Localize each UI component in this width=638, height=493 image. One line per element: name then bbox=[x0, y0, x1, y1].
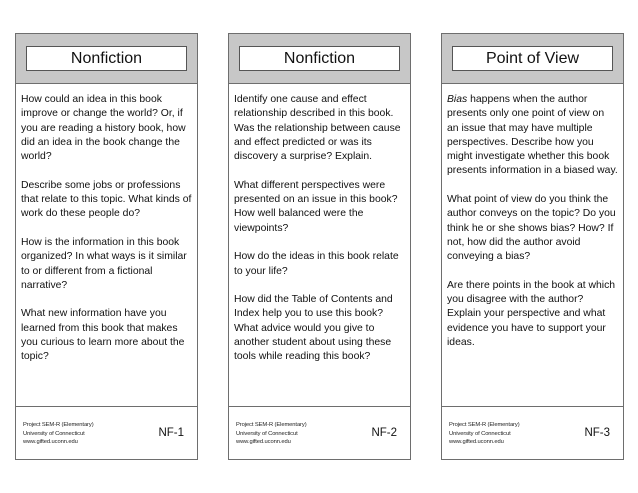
card-header bbox=[442, 34, 623, 84]
credit-line: University of Connecticut bbox=[449, 430, 511, 437]
credit-line: Project SEM-R (Elementary) bbox=[23, 422, 94, 429]
card-title: Nonfiction bbox=[239, 46, 400, 71]
credits bbox=[449, 421, 520, 446]
paragraph-text: happens when the author presents only one point of view on an issue that may have multiple perspectives. Describe how you might investigate whether this book presents information in a biased way. bbox=[447, 94, 618, 177]
question-paragraph: What different perspectives were presented on an issue in this book? How well balanced were the viewpoints? bbox=[234, 179, 398, 234]
card-body bbox=[229, 84, 410, 407]
question-paragraph: Identify one cause and effect relationship described in this book. Was the relationship between cause and effect predicted or was its discovery a surprise? Explain. bbox=[234, 94, 401, 163]
card-title: Point of View bbox=[452, 46, 613, 71]
card-footer bbox=[229, 407, 410, 459]
question-paragraph: Describe some jobs or professions that relate to this topic. What kinds of work do these people do? bbox=[21, 179, 192, 220]
question-paragraph: How did the Table of Contents and Index help you to use this book? What advice would you give to another student about using these tools while reading this book? bbox=[234, 294, 393, 363]
credits bbox=[236, 421, 307, 446]
card-header bbox=[229, 34, 410, 84]
card-title: Nonfiction bbox=[26, 46, 187, 71]
card-nf-3 bbox=[441, 33, 624, 460]
credits bbox=[23, 421, 94, 446]
question-paragraph bbox=[447, 93, 618, 179]
card-footer bbox=[16, 407, 197, 459]
card-nf-1 bbox=[15, 33, 198, 460]
card-code: NF-1 bbox=[158, 427, 184, 439]
question-paragraph: How do the ideas in this book relate to your life? bbox=[234, 251, 399, 277]
card-nf-2 bbox=[228, 33, 411, 460]
question-paragraph: How could an idea in this book improve or change the world? Or, if you are reading a history book, how did an idea in the book change the world? bbox=[21, 94, 186, 163]
card-header bbox=[16, 34, 197, 84]
question-paragraph: How is the information in this book organized? In what ways is it similar to or different from a fictional narrative? bbox=[21, 236, 187, 291]
question-paragraph: What point of view do you think the author conveys on the topic? Do you think he or she shows bias? How? If not, how did the author avoid conveying a bias? bbox=[447, 194, 616, 263]
question-paragraph: Are there points in the book at which you disagree with the author? Explain your perspective and what evidence you have to support your ideas. bbox=[447, 279, 616, 349]
credit-line: Project SEM-R (Elementary) bbox=[236, 422, 307, 429]
card-body bbox=[16, 84, 197, 407]
credit-line: www.gifted.uconn.edu bbox=[23, 438, 78, 445]
italic-term: Bias bbox=[447, 94, 468, 105]
credit-line: www.gifted.uconn.edu bbox=[449, 438, 504, 445]
credit-line: University of Connecticut bbox=[236, 430, 298, 437]
card-body bbox=[442, 84, 623, 407]
credit-line: Project SEM-R (Elementary) bbox=[449, 422, 520, 429]
card-code: NF-3 bbox=[584, 427, 610, 439]
credit-line: University of Connecticut bbox=[23, 430, 85, 437]
card-code: NF-2 bbox=[371, 427, 397, 439]
credit-line: www.gifted.uconn.edu bbox=[236, 438, 291, 445]
question-paragraph: What new information have you learned from this book that makes you curious to learn more about the topic? bbox=[21, 308, 185, 363]
card-footer bbox=[442, 407, 623, 459]
